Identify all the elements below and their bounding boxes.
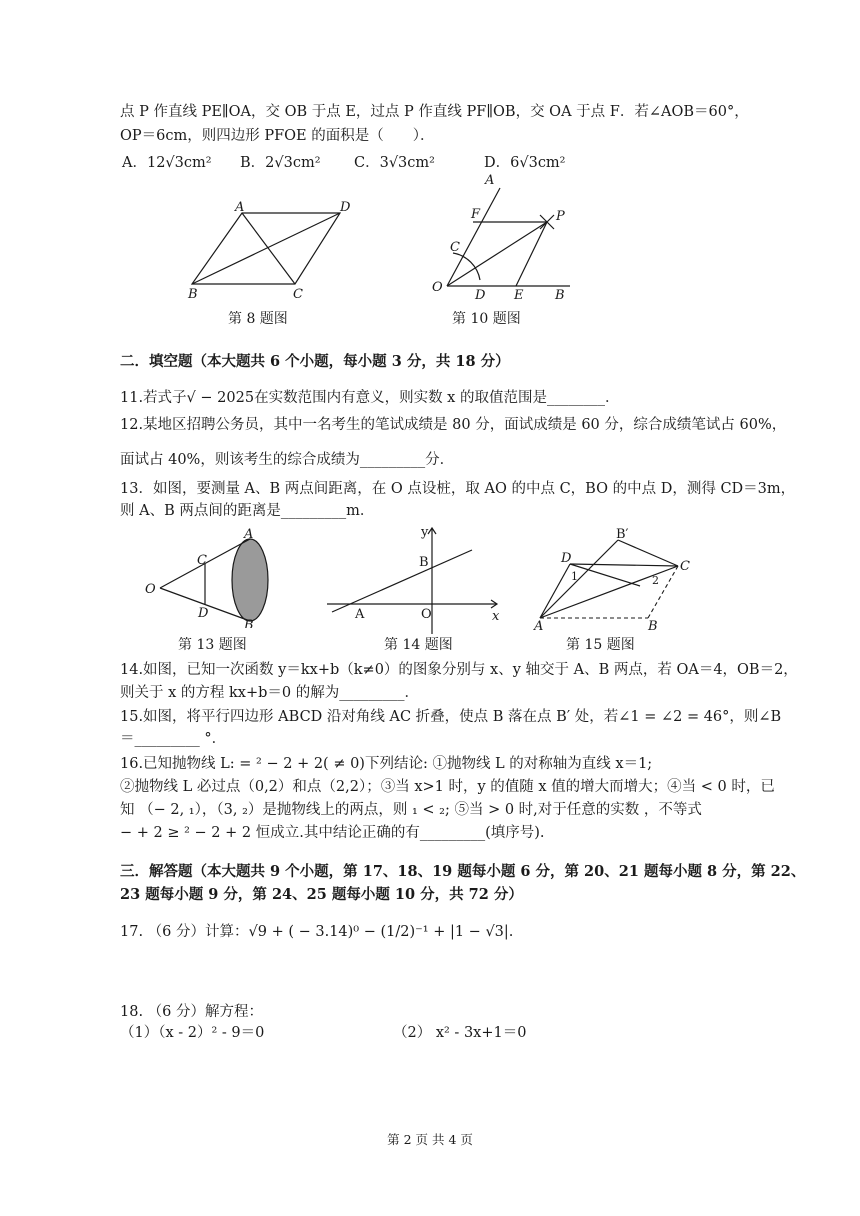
question-18-title: 18. （6 分）解方程：	[120, 1004, 264, 1020]
question-14-line-1: 14.如图，已知一次函数 y＝kx+b（k≠0）的图象分别与 x、y 轴交于 A、B 两点，若 OA＝4，OB＝2，	[120, 662, 798, 678]
fig8-label-c: C	[293, 287, 303, 302]
question-12-line-1: 12.某地区招聘公务员，其中一名考生的笔试成绩是 80 分，面试成绩是 60 分，综合成绩笔试占 60%，	[120, 417, 787, 433]
q10-stem-line-1: 点 P 作直线 PE∥OA，交 OB 于点 E，过点 P 作直线 PF∥OB，交 OA 于点 F．若∠AOB＝60°，	[120, 104, 749, 120]
fig8-label-a: A	[235, 200, 245, 215]
question-16-line-2: ②抛物线 L 必过点（0,2）和点（2,2）；③当 x>1 时，y 的值随 x 值的增大而增大；④当 < 0 时，已	[120, 779, 775, 795]
fig15-angle-2: 2	[652, 574, 659, 587]
fig8-label-d: D	[340, 200, 351, 215]
question-18-part-2: （2） x² - 3x+1＝0	[393, 1025, 527, 1041]
fig14-label-b: B	[419, 555, 429, 570]
fig10-label-c: C	[450, 240, 460, 255]
q10-stem-line-2: OP＝6cm，则四边形 PFOE 的面积是（ ）．	[120, 128, 435, 144]
question-17: 17. （6 分）计算：√9 + ( − 3.14)⁰ − (1/2)⁻¹ + |1 − √3|.	[120, 924, 514, 940]
fig10-label-a: A	[485, 173, 495, 188]
figure-8-parallelogram	[180, 198, 360, 303]
fig15-label-c: C	[680, 559, 690, 574]
section-2-heading: 二．填空题（本大题共 6 个小题，每小题 3 分，共 18 分）	[120, 353, 510, 370]
question-13-line-2: 则 A、B 两点间的距离是_________m．	[120, 503, 375, 519]
figure-10-caption: 第 10 题图	[452, 311, 521, 327]
q10-choice-d: D．6√3cm²	[484, 155, 566, 171]
section-3-heading-line-1: 三．解答题（本大题共 9 个小题，第 17、18、19 题每小题 6 分，第 20、21 题每小题 8 分，第 22、	[120, 863, 806, 880]
figure-8-caption: 第 8 题图	[228, 311, 288, 327]
fig14-label-x: x	[492, 609, 500, 624]
figure-14-caption: 第 14 题图	[384, 637, 453, 653]
fig15-label-a: A	[534, 619, 544, 634]
figure-13-caption: 第 13 题图	[178, 637, 247, 653]
fig13-label-c: C	[197, 553, 207, 568]
fig15-label-b-prime: B′	[616, 527, 629, 542]
fig14-label-a: A	[355, 607, 365, 622]
page-footer: 第 2 页 共 4 页	[387, 1132, 473, 1147]
question-12-line-2: 面试占 40%，则该考生的综合成绩为_________分．	[120, 452, 455, 468]
q10-choice-a: A．12√3cm²	[122, 155, 212, 171]
question-16-line-4: − + 2 ≥ ² − 2 + 2 恒成立.其中结论正确的有_________(填序号).	[120, 825, 545, 841]
figure-15-caption: 第 15 题图	[566, 637, 635, 653]
fig14-label-o: O	[421, 607, 432, 622]
fig13-label-o: O	[145, 582, 156, 597]
fig10-label-o: O	[432, 280, 443, 295]
fig10-label-b: B	[555, 288, 565, 303]
question-11: 11.若式子√ − 2025在实数范围内有意义，则实数 x 的取值范围是________．	[120, 390, 620, 406]
fig10-label-f: F	[471, 207, 481, 222]
question-15-line-2: ＝_________ °．	[120, 731, 227, 747]
figure-15-folded-parallelogram	[530, 526, 700, 634]
figure-13-cone	[140, 528, 290, 628]
fig14-label-y: y	[421, 525, 429, 540]
fig15-label-b: B	[648, 619, 658, 634]
q10-choice-b: B．2√3cm²	[240, 155, 321, 171]
fig10-label-p: P	[556, 209, 565, 224]
fig13-label-d: D	[198, 606, 209, 621]
question-18-part-1: （1）（x - 2）² - 9＝0	[120, 1025, 265, 1041]
question-15-line-1: 15.如图，将平行四边形 ABCD 沿对角线 AC 折叠，使点 B 落在点 B′ 处，若∠1 = ∠2 = 46°，则∠B	[120, 709, 782, 725]
question-16-line-3: 知 （− 2, ₁），（3, ₂）是抛物线上的两点，则 ₁ < ₂; ⑤当 > 0 时,对于任意的实数 ，不等式	[120, 802, 702, 818]
fig15-angle-1: 1	[571, 570, 578, 583]
fig10-label-d: D	[475, 288, 486, 303]
q10-choice-c: C．3√3cm²	[354, 155, 435, 171]
question-14-line-2: 则关于 x 的方程 kx+b＝0 的解为_________．	[120, 685, 419, 701]
fig10-label-e: E	[514, 288, 524, 303]
figure-14-linear-function	[322, 522, 507, 634]
fig15-label-d: D	[561, 551, 572, 566]
fig13-label-b: B	[244, 618, 254, 628]
fig8-label-b: B	[188, 287, 198, 302]
figure-10-construction	[425, 168, 585, 303]
question-13-line-1: 13．如图，要测量 A、B 两点间距离，在 O 点设桩，取 AO 的中点 C，BO 的中点 D，测得 CD＝3m，	[120, 481, 796, 497]
question-16-line-1: 16.已知抛物线 L: = ² − 2 + 2( ≠ 0)下列结论: ①抛物线 L 的对称轴为直线 x＝1;	[120, 756, 653, 772]
section-3-heading-line-2: 23 题每小题 9 分，第 24、25 题每小题 10 分，共 72 分）	[120, 886, 523, 903]
fig13-label-a: A	[244, 528, 254, 542]
